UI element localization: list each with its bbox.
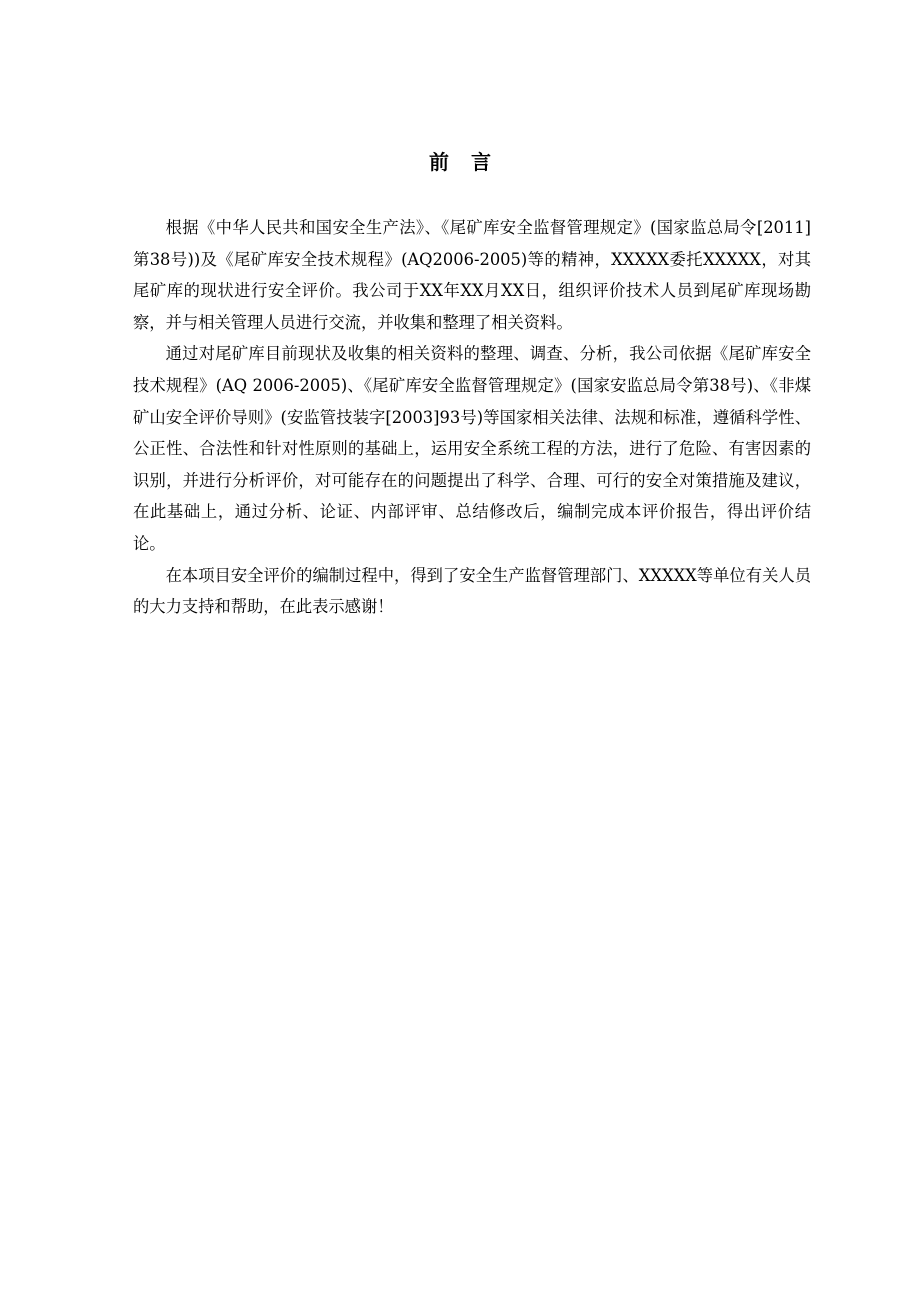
page-title bbox=[0, 147, 920, 177]
title-char-2: 言 bbox=[471, 150, 491, 174]
title-char-1: 前 bbox=[429, 150, 449, 174]
paragraph-2: 通过对尾矿库目前现状及收集的相关资料的整理、调查、分析，我公司依据《尾矿库安全技术规程》(AQ 2006-2005)、《尾矿库安全监督管理规定》(国家安监总局令第38号)、《非煤矿山安全评价导则》(安监管技装字[2003]93号)等国家相关法律、法规和标准，遵循科学性、公正性、合法性和针对性原则的基础上，运用安全系统工程的方法，进行了危险、有害因素的识别，并进行分析评价，对可能存在的问题提出了科学、合理、可行的安全对策措施及建议，在此基础上，通过分析、论证、内部评审、总结修改后，编制完成本评价报告，得出评价结论。 bbox=[133, 344, 811, 553]
paragraph-1: 根据《中华人民共和国安全生产法》、《尾矿库安全监督管理规定》(国家监总局令[2011]第38号))及《尾矿库安全技术规程》(AQ2006-2005)等的精神，XXXXX委托XXXXX，对其尾矿库的现状进行安全评价。我公司于XX年XX月XX日，组织评价技术人员到尾矿库现场勘察，并与相关管理人员进行交流，并收集和整理了相关资料。 bbox=[133, 218, 811, 332]
preface-body bbox=[133, 212, 811, 623]
paragraph-3: 在本项目安全评价的编制过程中，得到了安全生产监督管理部门、XXXXX等单位有关人员的大力支持和帮助，在此表示感谢！ bbox=[133, 565, 811, 617]
